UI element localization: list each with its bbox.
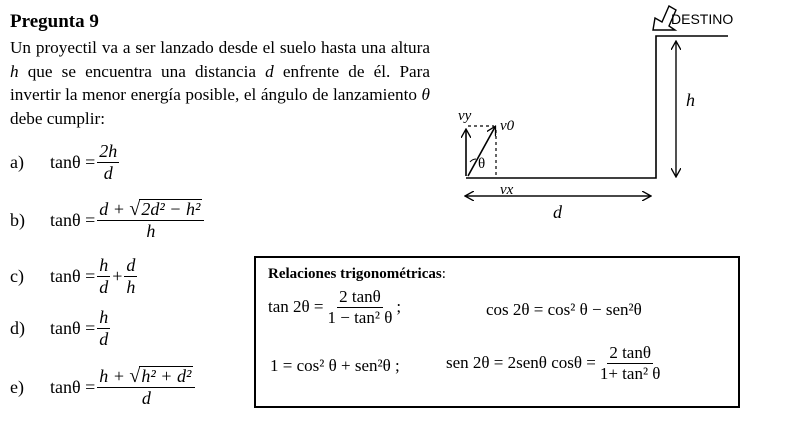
- stem-var-d: d: [265, 61, 274, 81]
- fraction-denominator: 1 − tan² θ: [327, 307, 393, 327]
- plus-sign: +: [112, 265, 123, 286]
- fraction-denominator: h: [126, 276, 136, 297]
- relation-cos2theta: cos 2θ = cos² θ − sen²θ: [486, 300, 642, 319]
- fraction-numerator: 2h: [99, 140, 118, 161]
- stem-text: Un proyectil va a ser lanzado desde el suelo hasta una altura: [10, 38, 430, 57]
- numerator-term: d +: [99, 199, 130, 220]
- fraction-numerator: 2 tanθ: [339, 287, 381, 306]
- radicand: 2d² − h²: [141, 199, 201, 220]
- relations-title: Relaciones trigonométricas:: [268, 266, 446, 282]
- fraction-numerator: h: [99, 306, 109, 327]
- fraction-denominator: d: [103, 162, 113, 183]
- stem-text: debe cumplir:: [10, 108, 105, 128]
- fraction-denominator: h: [146, 221, 156, 242]
- fraction-denominator: 1+ tan² θ: [599, 363, 661, 383]
- vy-label: vy: [458, 108, 472, 124]
- numerator-term: h +: [99, 366, 130, 387]
- stem-text: que se encuentra una distancia: [18, 61, 266, 81]
- theta-label: θ: [478, 156, 486, 172]
- fraction-numerator: d: [126, 254, 136, 275]
- height-label: h: [686, 90, 695, 110]
- fraction-numerator: 2 tanθ: [609, 343, 651, 362]
- relation-lhs: sen 2θ = 2senθ cosθ =: [446, 353, 596, 373]
- option-lhs: tanθ =: [50, 265, 96, 286]
- fraction-denominator: d: [99, 328, 109, 349]
- option-label: c): [10, 265, 24, 286]
- option-label: b): [10, 209, 25, 230]
- fraction-denominator: d: [99, 276, 109, 297]
- question-title: Pregunta 9: [10, 11, 99, 32]
- option-lhs: tanθ =: [50, 376, 96, 397]
- vx-label: vx: [500, 182, 514, 198]
- stem-var-h: h: [10, 61, 19, 81]
- option-lhs: tanθ =: [50, 151, 96, 172]
- stem-var-theta: θ: [421, 85, 430, 105]
- separator: ;: [396, 297, 402, 317]
- distance-label: d: [553, 202, 562, 222]
- stem-text: enfrente de él. Para invertir la menor energía posible, el ángulo de lanzamiento: [10, 61, 430, 105]
- destino-label: DESTINO: [671, 11, 734, 27]
- option-label: d): [10, 317, 25, 338]
- v0-label: v0: [500, 118, 515, 134]
- option-label: e): [10, 376, 24, 397]
- sqrt-symbol: √ h² + d²: [129, 365, 192, 388]
- sqrt-symbol: √ 2d² − h²: [129, 198, 201, 221]
- radicand: h² + d²: [141, 366, 192, 387]
- fraction-numerator: h: [99, 254, 109, 275]
- fraction-denominator: d: [141, 388, 151, 409]
- relation-pythagorean: 1 = cos² θ + sen²θ ;: [270, 356, 400, 375]
- option-lhs: tanθ =: [50, 209, 96, 230]
- option-label: a): [10, 151, 24, 172]
- option-lhs: tanθ =: [50, 317, 96, 338]
- relation-lhs: tan 2θ =: [268, 297, 324, 317]
